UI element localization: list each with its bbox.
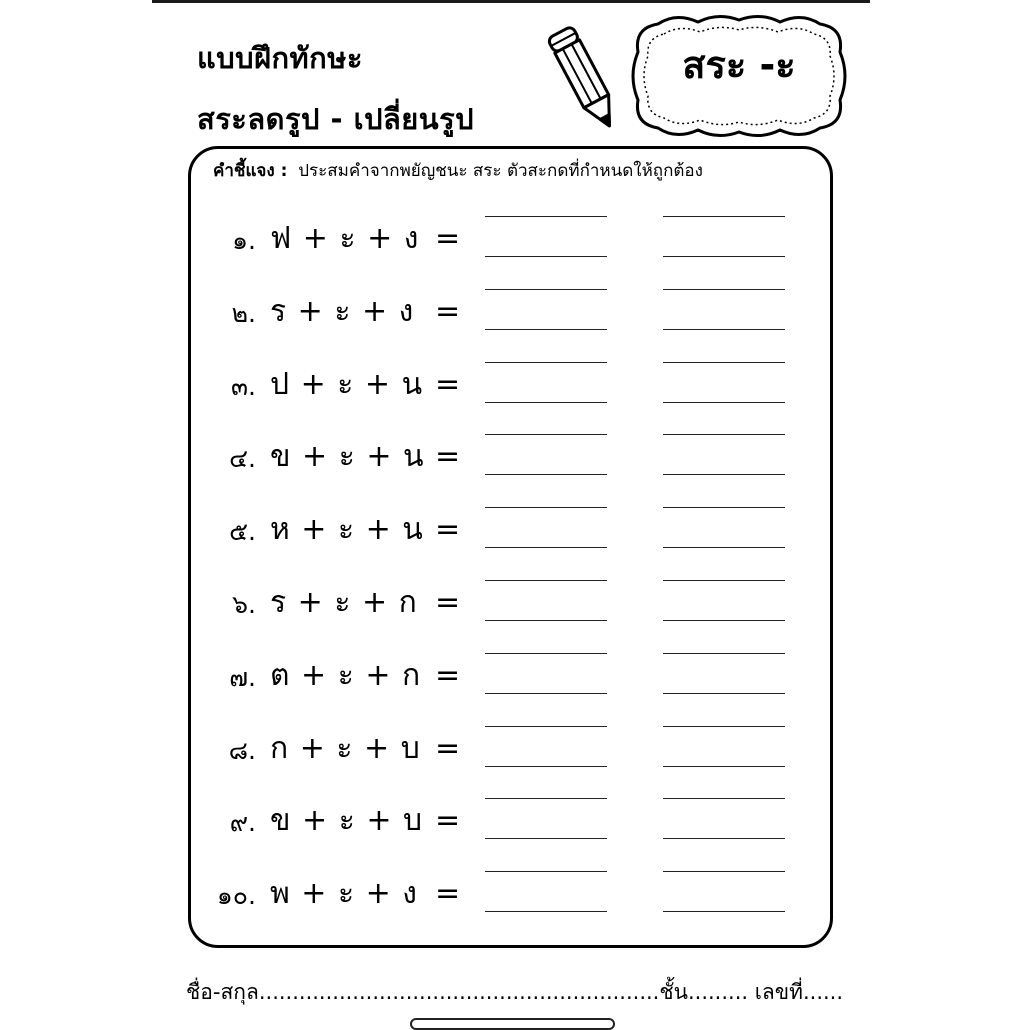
exercise-row <box>0 803 1024 870</box>
exercise-expression: ร + ะ + ง <box>270 294 415 329</box>
exercise-number: ๘. <box>228 736 256 765</box>
equals-sign: = <box>435 512 461 547</box>
exercise-expression: ต + ะ + ก <box>270 658 422 693</box>
answer-line[interactable] <box>663 693 785 694</box>
exercise-expression: ห + ะ + น <box>270 512 424 547</box>
answer-line[interactable] <box>485 434 607 435</box>
pencil-icon <box>545 20 625 140</box>
answer-line[interactable] <box>485 798 607 799</box>
answer-line[interactable] <box>663 329 785 330</box>
answer-line[interactable] <box>485 216 607 217</box>
exercise-expression: ร + ะ + ก <box>270 585 418 620</box>
answer-line[interactable] <box>485 871 607 872</box>
exercise-row <box>0 585 1024 652</box>
exercise-row <box>0 512 1024 579</box>
exercise-expression: ฟ + ะ + ง <box>270 221 420 256</box>
exercise-row <box>0 439 1024 506</box>
exercise-row <box>0 731 1024 798</box>
answer-line[interactable] <box>485 474 607 475</box>
top-border-line <box>152 0 870 3</box>
exercise-expression: ข + ะ + น <box>270 439 425 474</box>
instruction-text: ประสมคำจากพยัญชนะ สระ ตัวสะกดที่กำหนดให้ถูกต้อง <box>298 161 703 181</box>
equals-sign: = <box>435 294 461 329</box>
bottom-tab <box>410 1018 615 1030</box>
answer-line[interactable] <box>485 362 607 363</box>
name-class-number-line: ชื่อ-สกุล............................................................ชั้น......... เลขที่...... <box>186 980 844 1004</box>
answer-line[interactable] <box>663 911 785 912</box>
instruction-label: คำชี้แจง : <box>213 161 288 181</box>
exercise-row <box>0 876 1024 943</box>
exercise-number: ๖. <box>232 590 256 619</box>
equals-sign: = <box>435 731 461 766</box>
exercise-expression: ข + ะ + บ <box>270 803 424 838</box>
answer-line[interactable] <box>663 402 785 403</box>
answer-line[interactable] <box>485 256 607 257</box>
answer-line[interactable] <box>663 474 785 475</box>
exercise-number: ๔. <box>229 444 256 473</box>
answer-line[interactable] <box>663 434 785 435</box>
answer-line[interactable] <box>663 620 785 621</box>
equals-sign: = <box>435 367 461 402</box>
exercise-expression: พ + ะ + ง <box>270 876 418 911</box>
worksheet-subtitle: สระลดรูป - เปลี่ยนรูป <box>197 102 475 136</box>
vowel-badge-label: สระ -ะ <box>682 43 796 87</box>
answer-line[interactable] <box>663 871 785 872</box>
exercise-row <box>0 294 1024 361</box>
exercise-number: ๓. <box>230 372 256 401</box>
answer-line[interactable] <box>485 289 607 290</box>
equals-sign: = <box>435 221 461 256</box>
equals-sign: = <box>435 876 461 911</box>
exercise-row <box>0 658 1024 725</box>
exercise-number: ๒. <box>231 299 256 328</box>
equals-sign: = <box>435 658 461 693</box>
answer-line[interactable] <box>663 216 785 217</box>
exercise-number: ๙. <box>229 808 256 837</box>
answer-line[interactable] <box>663 838 785 839</box>
exercise-row <box>0 221 1024 288</box>
answer-line[interactable] <box>663 289 785 290</box>
answer-line[interactable] <box>485 653 607 654</box>
answer-line[interactable] <box>485 507 607 508</box>
answer-line[interactable] <box>663 256 785 257</box>
exercise-expression: ป + ะ + น <box>270 367 424 402</box>
answer-line[interactable] <box>485 911 607 912</box>
worksheet-title: แบบฝึกทักษะ <box>197 41 363 75</box>
equals-sign: = <box>435 585 461 620</box>
answer-line[interactable] <box>663 798 785 799</box>
answer-line[interactable] <box>485 766 607 767</box>
exercise-expression: ก + ะ + บ <box>270 731 421 766</box>
answer-line[interactable] <box>663 362 785 363</box>
answer-line[interactable] <box>663 726 785 727</box>
exercise-number: ๑. <box>232 226 256 255</box>
answer-line[interactable] <box>485 580 607 581</box>
equals-sign: = <box>435 803 461 838</box>
answer-line[interactable] <box>485 547 607 548</box>
answer-line[interactable] <box>485 693 607 694</box>
exercise-number: ๗. <box>229 663 256 692</box>
answer-line[interactable] <box>663 507 785 508</box>
answer-line[interactable] <box>663 766 785 767</box>
exercise-row <box>0 367 1024 434</box>
exercise-number: ๑๐. <box>216 881 256 910</box>
answer-line[interactable] <box>485 726 607 727</box>
answer-line[interactable] <box>663 547 785 548</box>
equals-sign: = <box>435 439 461 474</box>
answer-line[interactable] <box>485 329 607 330</box>
answer-line[interactable] <box>485 838 607 839</box>
instruction <box>213 163 703 180</box>
answer-line[interactable] <box>485 402 607 403</box>
exercise-number: ๕. <box>229 517 256 546</box>
answer-line[interactable] <box>663 653 785 654</box>
answer-line[interactable] <box>485 620 607 621</box>
answer-line[interactable] <box>663 580 785 581</box>
